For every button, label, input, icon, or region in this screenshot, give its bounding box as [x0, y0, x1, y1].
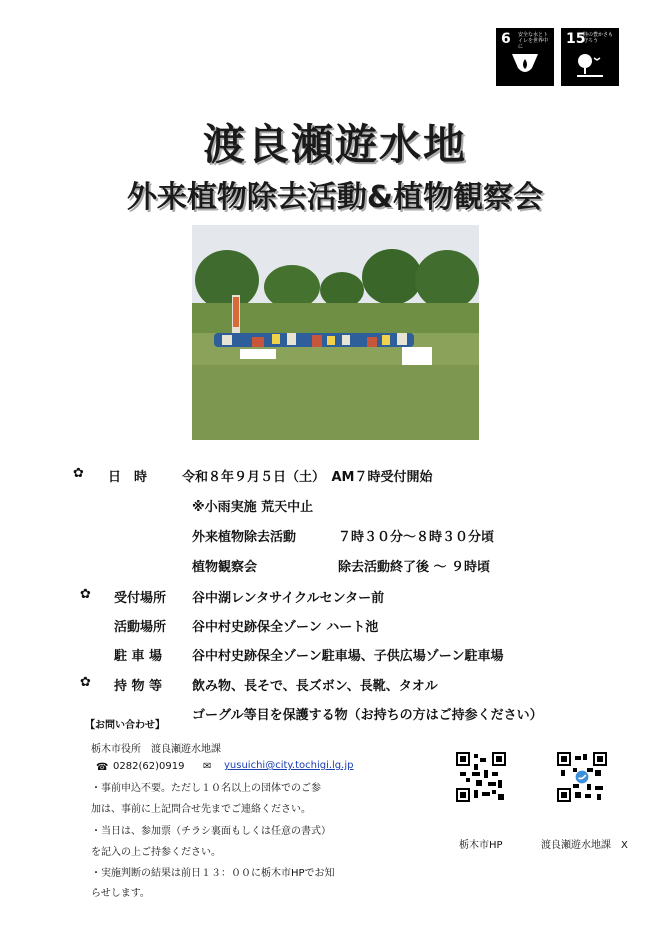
parking-value: 谷中村史跡保全ゾーン駐車場、子供広場ゾーン駐車場	[192, 649, 504, 664]
sdg-text: 陸の豊かさも守ろう	[583, 32, 614, 44]
page-title: 渡良瀬遊水地	[202, 120, 467, 169]
qr-label-x-account: 渡良瀬遊水地課 X	[541, 840, 628, 851]
activity-place-label: 活動場所	[114, 620, 167, 635]
note-line: を記入の上ご持参ください。	[91, 847, 221, 858]
tree-bird-icon	[575, 50, 605, 80]
flower-bullet-icon: ✿	[80, 675, 91, 690]
activity2-time: 除去活動終了後 ～ ９時頃	[338, 560, 491, 575]
page-subtitle: 外来植物除去活動&植物観察会	[126, 180, 544, 215]
reception-label: 受付場所	[114, 591, 167, 606]
sdg-badge-15	[561, 28, 619, 86]
belongings-value1: 飲み物、長そで、長ズボン、長靴、タオル	[192, 679, 438, 694]
sdg-number: 15	[566, 31, 586, 47]
mail-icon: ✉	[203, 761, 212, 772]
parking-label: 駐 車 場	[114, 649, 163, 664]
belongings-value2: ゴーグル等目を保護する物（お持ちの方はご持参ください）	[192, 708, 543, 723]
event-photo	[192, 225, 479, 440]
note-line: ・事前申込不要。ただし１０名以上の団体でのご参	[91, 783, 321, 794]
activity2-label: 植物観察会	[192, 560, 258, 575]
contact-office: 栃木市役所 渡良瀬遊水地課	[91, 744, 221, 755]
note-line: らせします。	[91, 888, 150, 899]
sdg-text: 安全な水とトイレを世界中に	[518, 32, 549, 50]
flower-bullet-icon: ✿	[73, 466, 84, 481]
contact-phone: 0282(62)0919	[113, 761, 185, 772]
rain-note: ※小雨実施 荒天中止	[192, 500, 314, 515]
phone-icon: ☎	[96, 762, 109, 773]
contact-heading: 【お問い合わせ】	[85, 720, 165, 731]
contact-email[interactable]: yusuichi@city.tochigi.lg.jp	[224, 760, 354, 771]
qr-code-tochigi-hp[interactable]	[456, 752, 506, 802]
belongings-label: 持 物 等	[114, 679, 163, 694]
activity-place-value: 谷中村史跡保全ゾーン ハート池	[192, 620, 379, 635]
activity1-time: ７時３０分～８時３０分頃	[338, 530, 495, 545]
qr-label-tochigi-hp: 栃木市HP	[459, 840, 503, 851]
date-label: 日 時	[108, 470, 148, 485]
reception-value: 谷中湖レンタサイクルセンター前	[192, 591, 385, 606]
date-value: 令和８年９月５日（土） AM７時受付開始	[182, 470, 433, 485]
flower-bullet-icon: ✿	[80, 587, 91, 602]
sdg-number: 6	[501, 31, 511, 47]
water-drop-icon	[510, 50, 540, 80]
note-line: ・実施判断の結果は前日１３：００に栃木市HPでお知	[91, 868, 335, 879]
note-line: 加は、事前に上記問合せ先までご連絡ください。	[91, 804, 311, 815]
note-line: ・当日は、参加票（チラシ裏面もしくは任意の書式）	[91, 826, 331, 837]
activity1-label: 外来植物除去活動	[192, 530, 297, 545]
sdg-badge-6	[496, 28, 554, 86]
qr-code-x-account[interactable]	[557, 752, 607, 802]
